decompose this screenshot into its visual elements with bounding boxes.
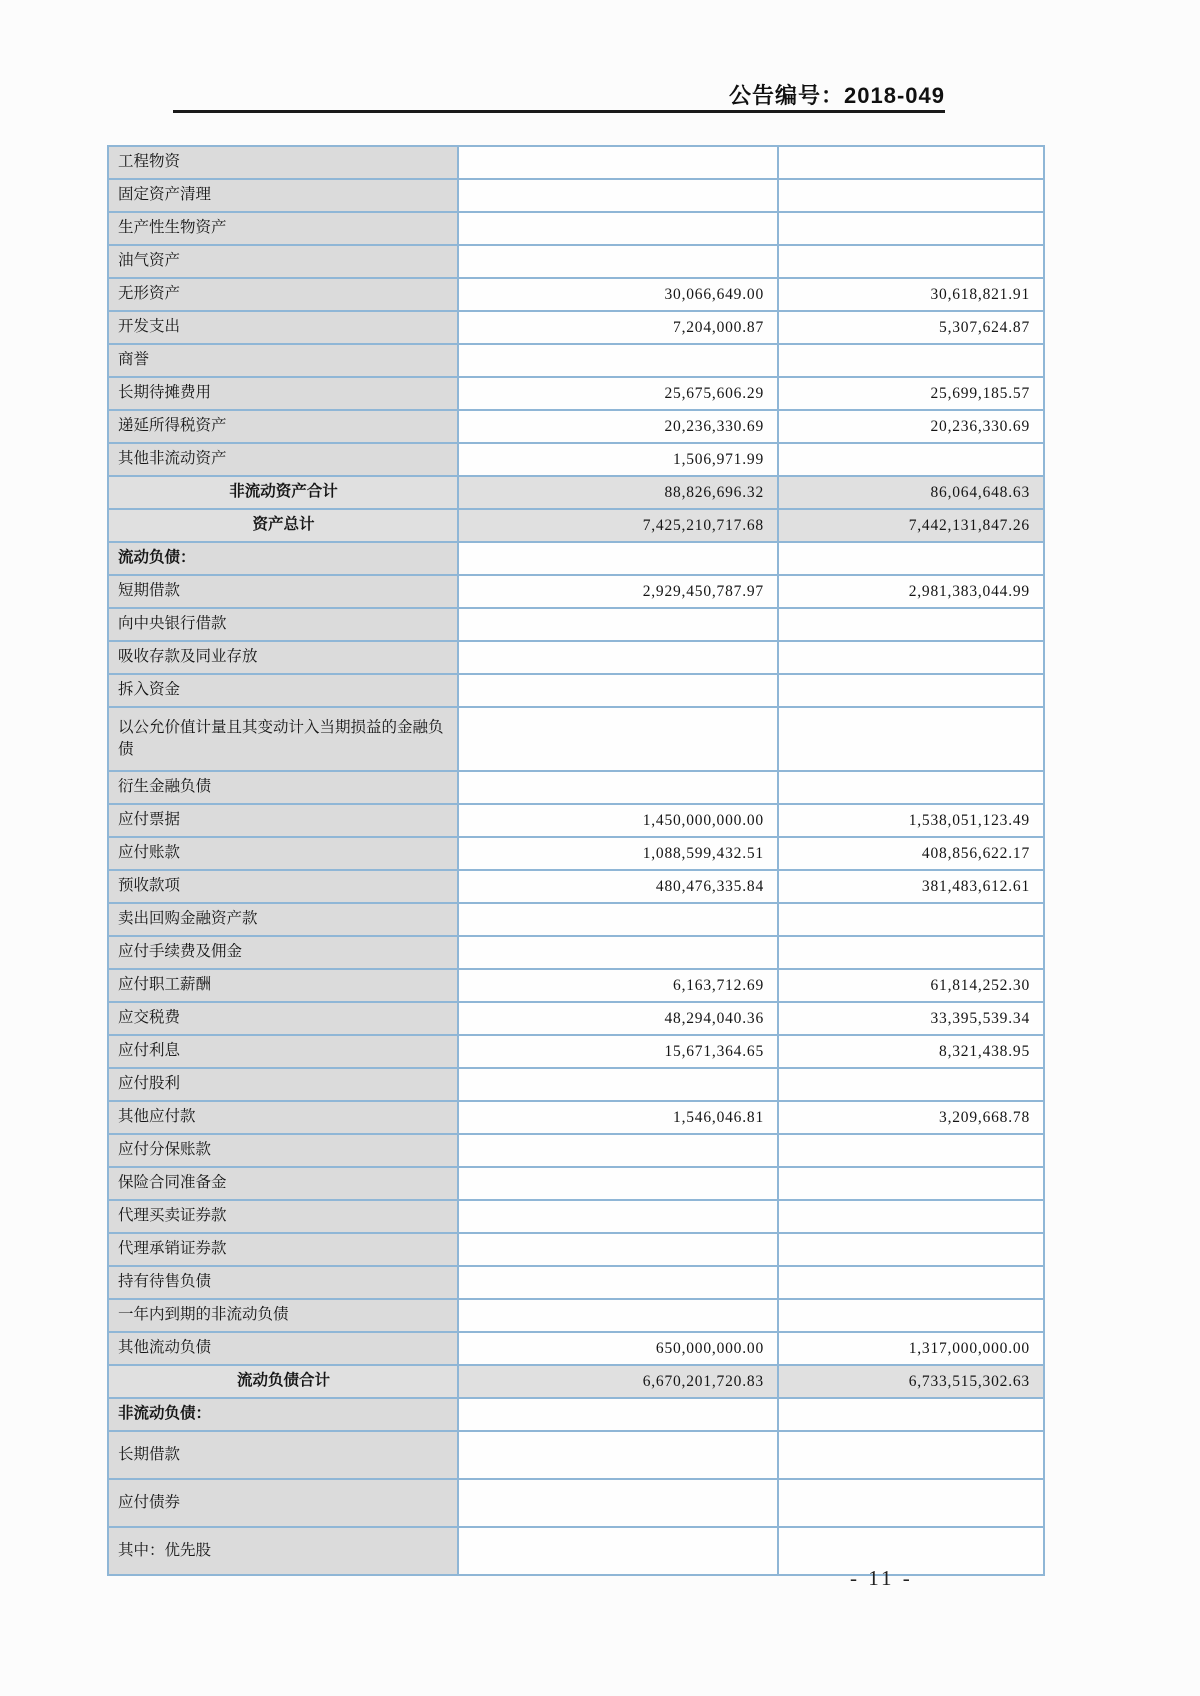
prior-value-cell: 8,321,438.95 (778, 1035, 1044, 1068)
table-row (108, 936, 1044, 969)
row-label-cell: 非流动资产合计 (108, 476, 458, 509)
table-row (108, 1365, 1044, 1398)
current-value-cell (458, 146, 778, 179)
prior-value-cell: 1,317,000,000.00 (778, 1332, 1044, 1365)
table-row (108, 969, 1044, 1002)
table-row (108, 377, 1044, 410)
table-row (108, 1299, 1044, 1332)
table-row (108, 1167, 1044, 1200)
row-label-cell: 卖出回购金融资产款 (108, 903, 458, 936)
prior-value-cell (778, 903, 1044, 936)
header-divider-line (173, 110, 945, 113)
row-label-cell: 其他应付款 (108, 1101, 458, 1134)
current-value-cell (458, 608, 778, 641)
prior-value-cell (778, 1068, 1044, 1101)
table-row (108, 1035, 1044, 1068)
current-value-cell: 6,163,712.69 (458, 969, 778, 1002)
row-label-cell: 油气资产 (108, 245, 458, 278)
table-row (108, 278, 1044, 311)
current-value-cell (458, 1167, 778, 1200)
row-label-cell: 生产性生物资产 (108, 212, 458, 245)
table-row (108, 903, 1044, 936)
row-label-cell: 流动负债： (108, 542, 458, 575)
table-row (108, 837, 1044, 870)
table-row (108, 1332, 1044, 1365)
current-value-cell: 1,546,046.81 (458, 1101, 778, 1134)
row-label-cell: 其他非流动资产 (108, 443, 458, 476)
current-value-cell: 25,675,606.29 (458, 377, 778, 410)
table-row (108, 542, 1044, 575)
current-value-cell: 15,671,364.65 (458, 1035, 778, 1068)
prior-value-cell: 33,395,539.34 (778, 1002, 1044, 1035)
current-value-cell (458, 771, 778, 804)
prior-value-cell (778, 245, 1044, 278)
row-label-cell: 资产总计 (108, 509, 458, 542)
current-value-cell: 650,000,000.00 (458, 1332, 778, 1365)
prior-value-cell: 7,442,131,847.26 (778, 509, 1044, 542)
table-row (108, 212, 1044, 245)
row-label-cell: 衍生金融负债 (108, 771, 458, 804)
current-value-cell (458, 1200, 778, 1233)
table-row (108, 771, 1044, 804)
current-value-cell: 20,236,330.69 (458, 410, 778, 443)
row-label-cell: 长期借款 (108, 1431, 458, 1479)
current-value-cell (458, 1479, 778, 1527)
current-value-cell: 48,294,040.36 (458, 1002, 778, 1035)
row-label-cell: 其中：优先股 (108, 1527, 458, 1575)
current-value-cell (458, 936, 778, 969)
prior-value-cell: 61,814,252.30 (778, 969, 1044, 1002)
row-label-cell: 其他流动负债 (108, 1332, 458, 1365)
table-row (108, 608, 1044, 641)
row-label-cell: 代理承销证券款 (108, 1233, 458, 1266)
prior-value-cell (778, 1233, 1044, 1266)
table-row (108, 476, 1044, 509)
table-row (108, 179, 1044, 212)
row-label-cell: 开发支出 (108, 311, 458, 344)
table-row (108, 641, 1044, 674)
prior-value-cell (778, 344, 1044, 377)
current-value-cell: 1,506,971.99 (458, 443, 778, 476)
row-label-cell: 应付债券 (108, 1479, 458, 1527)
row-label-cell: 流动负债合计 (108, 1365, 458, 1398)
current-value-cell (458, 707, 778, 771)
prior-value-cell (778, 936, 1044, 969)
row-label-cell: 应付手续费及佣金 (108, 936, 458, 969)
row-label-cell: 应交税费 (108, 1002, 458, 1035)
row-label-cell: 固定资产清理 (108, 179, 458, 212)
table-row (108, 870, 1044, 903)
current-value-cell (458, 1233, 778, 1266)
prior-value-cell (778, 1299, 1044, 1332)
prior-value-cell: 408,856,622.17 (778, 837, 1044, 870)
current-value-cell (458, 1134, 778, 1167)
current-value-cell (458, 1068, 778, 1101)
row-label-cell: 以公允价值计量且其变动计入当期损益的金融负债 (108, 707, 458, 771)
announcement-number: 公告编号：2018-049 (729, 83, 945, 108)
current-value-cell (458, 1431, 778, 1479)
prior-value-cell: 20,236,330.69 (778, 410, 1044, 443)
prior-value-cell (778, 1479, 1044, 1527)
table-row (108, 509, 1044, 542)
current-value-cell (458, 245, 778, 278)
table-row (108, 1002, 1044, 1035)
table-row (108, 804, 1044, 837)
row-label-cell: 保险合同准备金 (108, 1167, 458, 1200)
current-value-cell: 7,425,210,717.68 (458, 509, 778, 542)
table-row (108, 674, 1044, 707)
row-label-cell: 应付股利 (108, 1068, 458, 1101)
row-label-cell: 应付利息 (108, 1035, 458, 1068)
table-row (108, 410, 1044, 443)
prior-value-cell: 5,307,624.87 (778, 311, 1044, 344)
current-value-cell (458, 641, 778, 674)
row-label-cell: 商誉 (108, 344, 458, 377)
table-row (108, 1068, 1044, 1101)
current-value-cell (458, 179, 778, 212)
current-value-cell: 480,476,335.84 (458, 870, 778, 903)
row-label-cell: 向中央银行借款 (108, 608, 458, 641)
current-value-cell: 2,929,450,787.97 (458, 575, 778, 608)
prior-value-cell (778, 443, 1044, 476)
current-value-cell (458, 344, 778, 377)
balance-sheet-table (107, 145, 1045, 1576)
current-value-cell (458, 212, 778, 245)
current-value-cell (458, 1398, 778, 1431)
prior-value-cell (778, 1167, 1044, 1200)
table-row (108, 245, 1044, 278)
current-value-cell (458, 674, 778, 707)
prior-value-cell: 1,538,051,123.49 (778, 804, 1044, 837)
row-label-cell: 应付职工薪酬 (108, 969, 458, 1002)
prior-value-cell (778, 1200, 1044, 1233)
current-value-cell: 30,066,649.00 (458, 278, 778, 311)
prior-value-cell (778, 1266, 1044, 1299)
table-row (108, 707, 1044, 771)
prior-value-cell: 25,699,185.57 (778, 377, 1044, 410)
prior-value-cell (778, 608, 1044, 641)
prior-value-cell: 6,733,515,302.63 (778, 1365, 1044, 1398)
row-label-cell: 应付分保账款 (108, 1134, 458, 1167)
prior-value-cell (778, 179, 1044, 212)
current-value-cell: 1,088,599,432.51 (458, 837, 778, 870)
prior-value-cell: 86,064,648.63 (778, 476, 1044, 509)
table-row (108, 1266, 1044, 1299)
row-label-cell: 非流动负债： (108, 1398, 458, 1431)
current-value-cell (458, 903, 778, 936)
row-label-cell: 持有待售负债 (108, 1266, 458, 1299)
row-label-cell: 拆入资金 (108, 674, 458, 707)
row-label-cell: 短期借款 (108, 575, 458, 608)
current-value-cell: 88,826,696.32 (458, 476, 778, 509)
current-value-cell (458, 1299, 778, 1332)
current-value-cell: 6,670,201,720.83 (458, 1365, 778, 1398)
row-label-cell: 长期待摊费用 (108, 377, 458, 410)
page-number: - 11 - (850, 1566, 913, 1590)
row-label-cell: 递延所得税资产 (108, 410, 458, 443)
row-label-cell: 一年内到期的非流动负债 (108, 1299, 458, 1332)
current-value-cell (458, 542, 778, 575)
table-row (108, 311, 1044, 344)
prior-value-cell (778, 542, 1044, 575)
row-label-cell: 吸收存款及同业存放 (108, 641, 458, 674)
table-row (108, 1431, 1044, 1479)
row-label-cell: 代理买卖证券款 (108, 1200, 458, 1233)
prior-value-cell (778, 707, 1044, 771)
table-row (108, 1101, 1044, 1134)
prior-value-cell (778, 1398, 1044, 1431)
prior-value-cell (778, 212, 1044, 245)
current-value-cell (458, 1527, 778, 1575)
current-value-cell: 1,450,000,000.00 (458, 804, 778, 837)
row-label-cell: 应付票据 (108, 804, 458, 837)
prior-value-cell (778, 146, 1044, 179)
table-row (108, 1479, 1044, 1527)
table-row (108, 344, 1044, 377)
current-value-cell (458, 1266, 778, 1299)
row-label-cell: 工程物资 (108, 146, 458, 179)
prior-value-cell: 2,981,383,044.99 (778, 575, 1044, 608)
table-row (108, 146, 1044, 179)
table-row (108, 443, 1044, 476)
prior-value-cell: 30,618,821.91 (778, 278, 1044, 311)
table-row (108, 1134, 1044, 1167)
table-row (108, 575, 1044, 608)
prior-value-cell: 381,483,612.61 (778, 870, 1044, 903)
current-value-cell: 7,204,000.87 (458, 311, 778, 344)
row-label-cell: 无形资产 (108, 278, 458, 311)
table-row (108, 1200, 1044, 1233)
prior-value-cell: 3,209,668.78 (778, 1101, 1044, 1134)
prior-value-cell (778, 1431, 1044, 1479)
table-row (108, 1233, 1044, 1266)
prior-value-cell (778, 641, 1044, 674)
row-label-cell: 预收款项 (108, 870, 458, 903)
balance-sheet-body (108, 146, 1044, 1575)
row-label-cell: 应付账款 (108, 837, 458, 870)
prior-value-cell (778, 674, 1044, 707)
prior-value-cell (778, 771, 1044, 804)
table-row (108, 1398, 1044, 1431)
prior-value-cell (778, 1134, 1044, 1167)
